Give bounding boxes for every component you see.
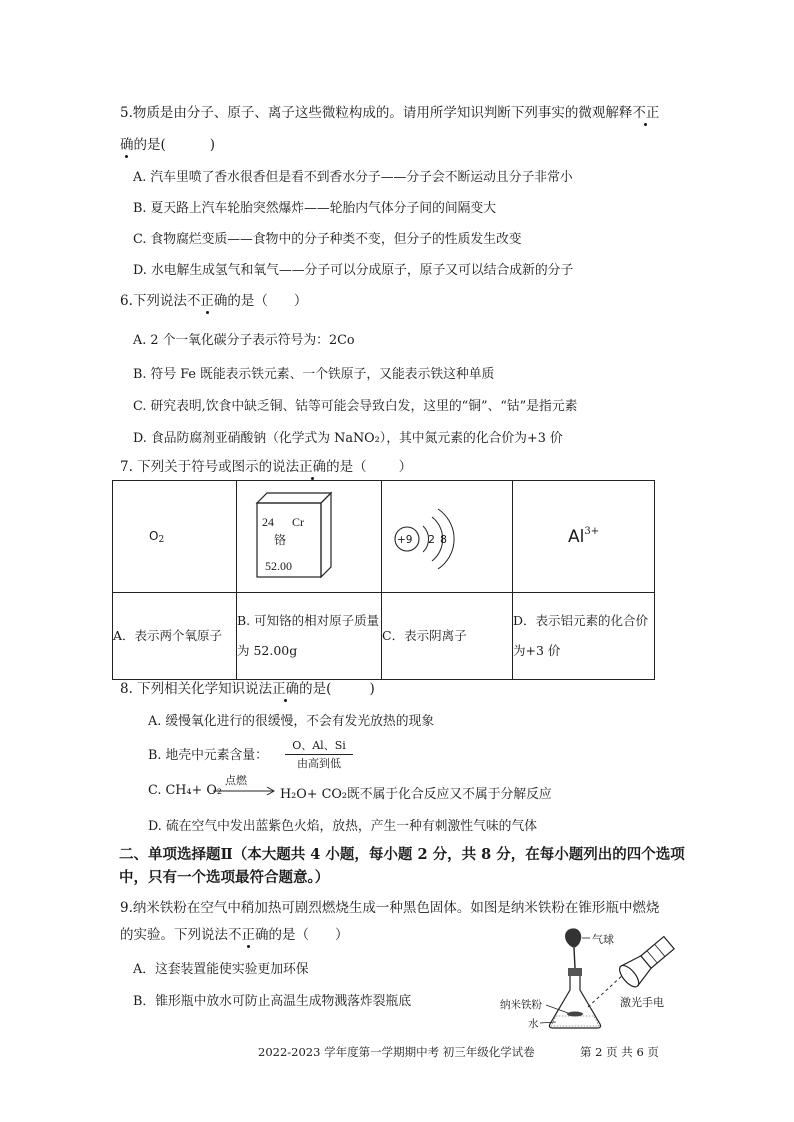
q7-desc-d: D．表示铝元素的化合价为+3 价 bbox=[513, 593, 655, 680]
q5-option-b: B. 夏天路上汽车轮胎突然爆炸——轮胎内气体分子间的间隔变大 bbox=[133, 201, 497, 216]
footer-page-number: 第 2 页 共 6 页 bbox=[580, 1045, 659, 1059]
q7-cell-ion-diagram bbox=[382, 481, 513, 593]
element-order-list: O、Al、Si bbox=[292, 739, 346, 752]
q8-option-c-label: C. CH₄+ O₂ bbox=[148, 783, 222, 798]
section2-heading-line2: 中，只有一个选项最符合题意。） bbox=[119, 869, 330, 886]
q5-option-d: D. 水电解生成氢气和氧气——分子可以分成原子，原子又可以结合成新的分子 bbox=[133, 263, 574, 278]
label-balloon: 气球 bbox=[592, 933, 614, 946]
q6-option-b: B. 符号 Fe 既能表示铁元素、一个铁原子，又能表示铁这种单质 bbox=[133, 367, 495, 382]
q8-option-b-label: B. 地壳中元素含量： bbox=[148, 748, 268, 763]
q9-option-a: A．这套装置能使实验更加环保 bbox=[133, 962, 309, 977]
element-order-label: 由高到低 bbox=[285, 754, 353, 771]
label-laser: 激光手电 bbox=[620, 996, 664, 1009]
element-atomic-number: 24 bbox=[262, 515, 274, 529]
q8-option-a: A. 缓慢氧化进行的很缓慢，不会有发光放热的现象 bbox=[148, 714, 435, 729]
flask-stopper bbox=[568, 968, 582, 976]
reaction-arrow-icon bbox=[212, 786, 276, 796]
shell2-electrons: 8 bbox=[440, 533, 447, 546]
q5-stem-text: 5.物质是由分子、原子、离子这些微粒构成的。请用所学知识判断下列事实的微观解释 bbox=[120, 105, 633, 121]
q8-option-d: D. 硫在空气中发出蓝紫色火焰，放热，产生一种有刺激性气味的气体 bbox=[148, 819, 538, 834]
label-iron-powder: 纳米铁粉 bbox=[500, 999, 542, 1011]
q7-desc-a: A．表示两个氧原子 bbox=[113, 593, 237, 680]
q5-stem-emphasis: 不正 bbox=[632, 101, 659, 121]
section2-heading-line1: 二、单项选择题Ⅱ（本大题共 4 小题，每小题 2 分，共 8 分，在每小题列出的四个选项 bbox=[119, 846, 685, 863]
q9-stem-line2: 的实验。下列说法不正确的是（ ） bbox=[120, 923, 349, 943]
water-layer bbox=[551, 1016, 599, 1026]
q6-option-d: D. 食品防腐剂亚硝酸钠（化学式为 NaNO₂），其中氮元素的化合价为+3 价 bbox=[133, 431, 563, 446]
q5-option-a: A. 汽车里喷了香水很香但是看不到香水分子——分子会不断运动且分子非常小 bbox=[133, 170, 573, 185]
q7-stem-emphasis: 正确 bbox=[299, 455, 326, 475]
q7-cell-al bbox=[513, 481, 655, 593]
iron-powder bbox=[567, 1012, 583, 1017]
q5-stem-line2: 确的是( ) bbox=[120, 133, 215, 153]
laser-beam bbox=[588, 974, 624, 1007]
shell1-electrons: 2 bbox=[428, 533, 435, 546]
q7-desc-c: C．表示阴离子 bbox=[382, 593, 513, 680]
reaction-condition: 点燃 bbox=[225, 774, 247, 787]
q6-stem-emphasis: 不正确 bbox=[187, 289, 228, 309]
chromium-element-cube bbox=[237, 481, 382, 589]
q9-option-b: B．锥形瓶中放水可防止高温生成物溅落炸裂瓶底 bbox=[133, 994, 412, 1009]
q7-table bbox=[112, 480, 655, 680]
element-symbol: Cr bbox=[292, 515, 304, 529]
q6-option-c: C. 研究表明,饮食中缺乏铜、钴等可能会导致白发，这里的“铜”、“钴”是指元素 bbox=[133, 399, 578, 414]
q7-desc-b: B. 可知铬的相对原子质量为 52.00g bbox=[237, 593, 382, 680]
q8-stem: 8. 下列相关化学知识说法正确的是( ) bbox=[120, 677, 375, 697]
q9-stem-emphasis: 不正确 bbox=[228, 923, 269, 943]
iron-combustion-apparatus bbox=[496, 924, 686, 1040]
q5-option-c: C. 食物腐烂变质——食物中的分子种类不变，但分子的性质发生改变 bbox=[133, 232, 522, 247]
element-name: 铬 bbox=[274, 533, 287, 547]
element-atomic-mass: 52.00 bbox=[265, 559, 292, 573]
q7-cell-element-box bbox=[237, 481, 382, 593]
q8-option-b-fraction bbox=[285, 737, 353, 771]
q6-option-a: A. 2 个一氧化碳分子表示符号为：2Co bbox=[133, 333, 355, 348]
q5-stem-line1 bbox=[120, 101, 659, 121]
q8-stem-emphasis: 正确 bbox=[272, 677, 299, 697]
q7-cell-o2: $O_2$ bbox=[113, 481, 237, 593]
laser-flashlight-icon bbox=[616, 933, 677, 990]
q7-stem: 7. 下列关于符号或图示的说法正确的是（ ） bbox=[120, 455, 412, 475]
footer-title: 2022-2023 学年度第一学期期中考 初三年级化学试卷 bbox=[258, 1045, 535, 1059]
fluoride-ion-diagram bbox=[382, 481, 513, 589]
oxygen-symbol: O bbox=[149, 529, 159, 543]
aluminium-symbol: Al bbox=[568, 527, 585, 547]
label-water: 水 bbox=[528, 1018, 539, 1030]
q6-stem: 6.下列说法不正确的是（ ） bbox=[120, 289, 307, 309]
q9-stem-line1: 9.纳米铁粉在空气中稍加热可剧烈燃烧生成一种黑色固体。如图是纳米铁粉在锥形瓶中燃烧 bbox=[120, 900, 660, 916]
q8-option-c-rest: H₂O+ CO₂既不属于化合反应又不属于分解反应 bbox=[280, 787, 552, 802]
balloon-icon bbox=[565, 928, 581, 948]
q5-stem-emphasis-2: 确 bbox=[120, 133, 134, 153]
nucleus-charge: +9 bbox=[397, 534, 413, 546]
aluminium-charge: 3+ bbox=[584, 526, 600, 537]
